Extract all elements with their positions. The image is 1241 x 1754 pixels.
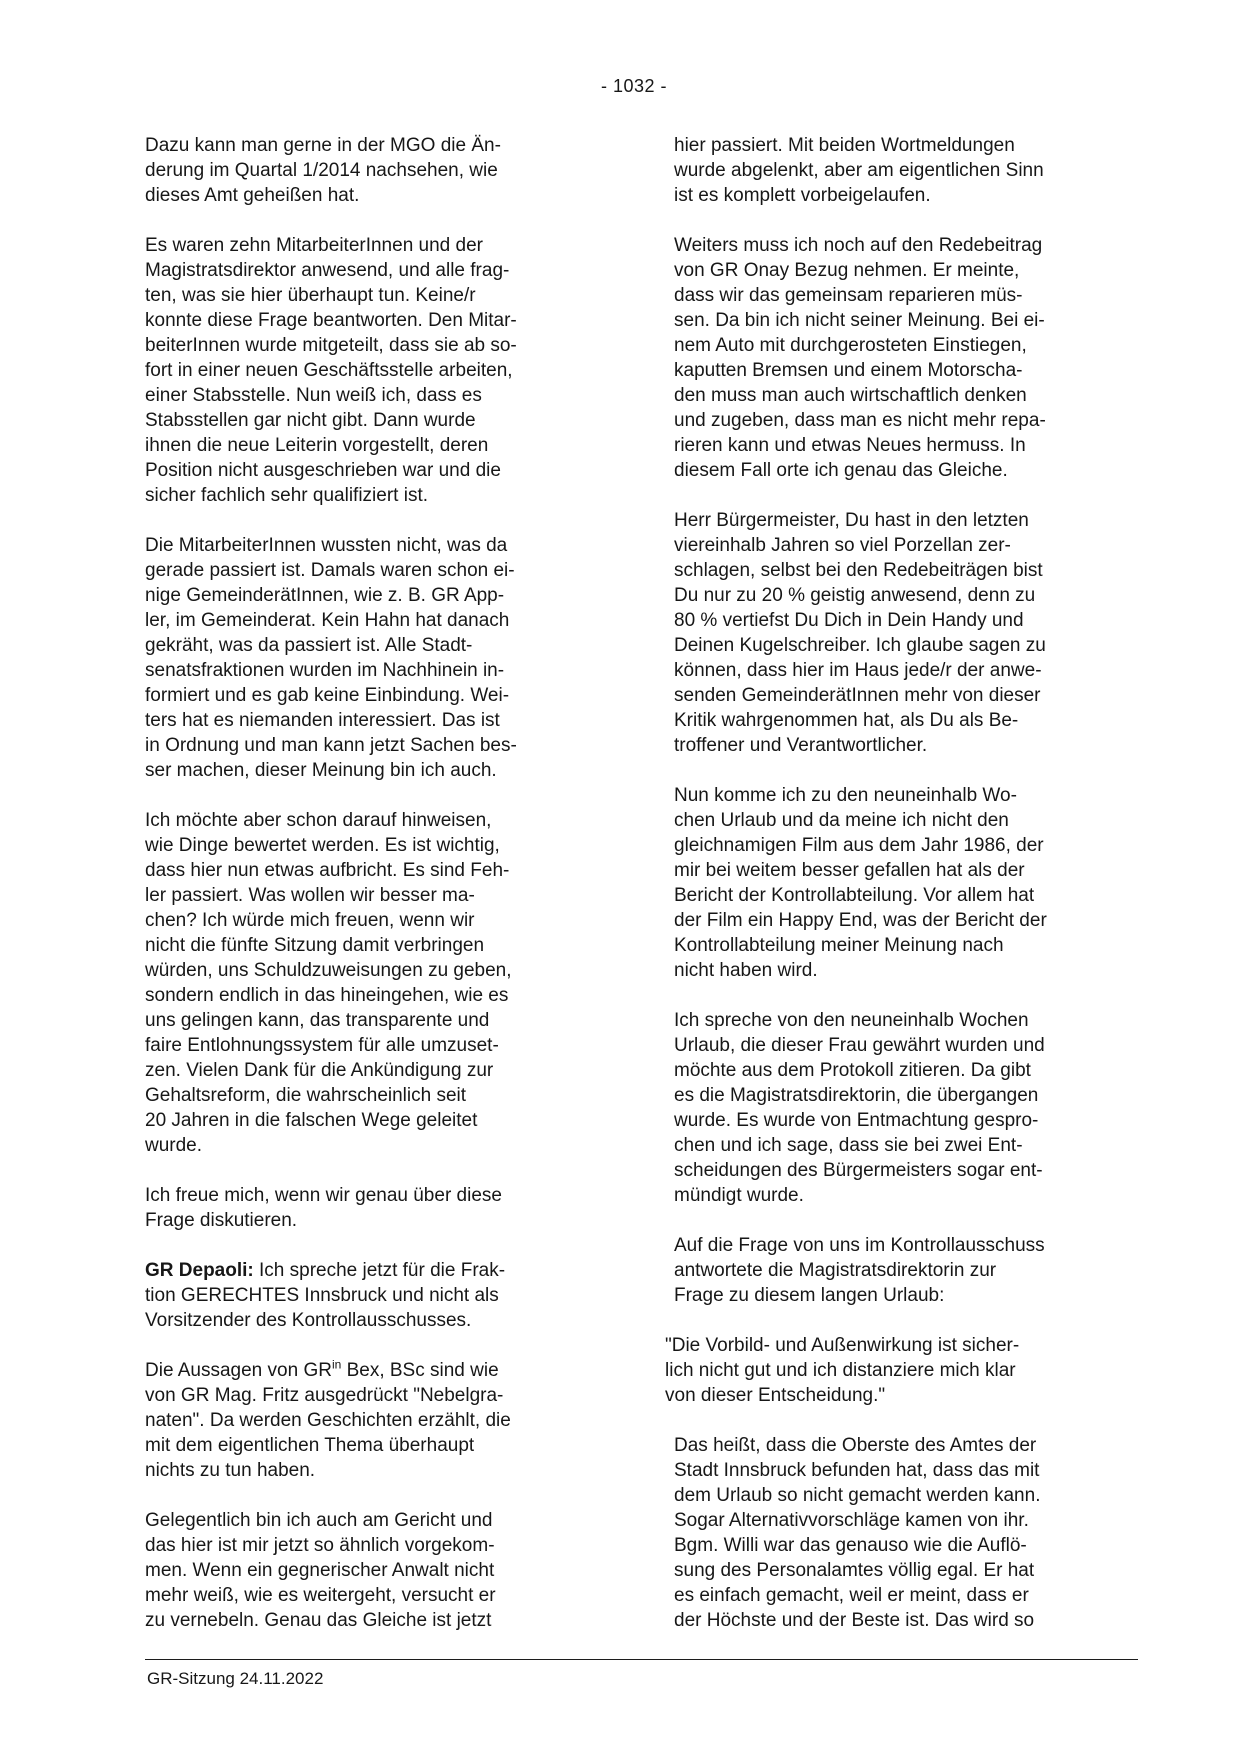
- paragraph: Das heißt, dass die Oberste des Amtes der Stadt Innsbruck befunden hat, dass das mit dem Urlaub so nicht gemacht werden kann. Sogar Alternativvorschläge kamen von ihr. Bgm. Willi war das genauso wie die Auflö- sung des Personalamtes völlig egal. Er hat es einfach gemacht, weil er meint, dass er der Höchste und der Beste ist. Das wird so: [674, 1435, 1041, 1631]
- paragraph: hier passiert. Mit beiden Wortmeldungen wurde abgelenkt, aber am eigentlichen Sinn ist es komplett vorbeigelaufen.: [674, 135, 1044, 206]
- footer-session-label: GR-Sitzung 24.11.2022: [147, 1669, 324, 1688]
- text-column-left: [145, 133, 605, 1658]
- paragraph: Weiters muss ich noch auf den Redebeitrag von GR Onay Bezug nehmen. Er meinte, dass wir das gemeinsam reparieren müs- sen. Da bin ich nicht seiner Meinung. Bei ei- nem Auto mit durchgerosteten Einstiegen, kaputten Bremsen und einem Motorscha- den muss man auch wirtschaftlich denken und zugeben, dass man es nicht mehr repa- rieren kann und etwas Neues hermuss. In diesem Fall orte ich genau das Gleiche.: [674, 235, 1046, 481]
- paragraph: Nun komme ich zu den neuneinhalb Wo- chen Urlaub und da meine ich nicht den gleichnamigen Film aus dem Jahr 1986, der mir bei weitem besser gefallen hat als der Bericht der Kontrollabteilung. Vor allem hat der Film ein Happy End, was der Bericht der Kontrollabteilung meiner Meinung nach nicht haben wird.: [674, 785, 1047, 981]
- paragraph: Es waren zehn MitarbeiterInnen und der Magistratsdirektor anwesend, und alle frag- ten, was sie hier überhaupt tun. Keine/r konnte diese Frage beantworten. Den Mitar- beiterInnen wurde mitgeteilt, dass sie ab so- fort in einer neuen Geschäftsstelle arbeiten, einer Stabsstelle. Nun weiß ich, dass es Stabsstellen gar nicht gibt. Dann wurde ihnen die neue Leiterin vorgestellt, deren Position nicht ausgeschrieben war und die sicher fachlich sehr qualifiziert ist.: [145, 235, 517, 506]
- paragraph: GR Depaoli: Ich spreche jetzt für die Frak- tion GERECHTES Innsbruck und nicht als Vorsitzender des Kontrollausschusses.: [145, 1260, 506, 1331]
- paragraph: Die Aussagen von $GR^{in}$ Bex, BSc sind wie von GR Mag. Fritz ausgedrückt "Nebelgra- naten". Da werden Geschichten erzählt, die mit dem eigentlichen Thema überhaupt nichts zu tun haben.: [145, 1357, 511, 1481]
- paragraph: Ich freue mich, wenn wir genau über diese Frage diskutieren.: [145, 1185, 502, 1231]
- page-number-header: - 1032 -: [600, 76, 668, 96]
- superscript-text: in: [331, 1357, 342, 1372]
- paragraph: Herr Bürgermeister, Du hast in den letzten viereinhalb Jahren so viel Porzellan zer- schlagen, selbst bei den Redebeiträgen bist Du nur zu 20 % geistig anwesend, denn zu 80 % vertiefst Du Dich in Dein Handy und Deinen Kugelschreiber. Ich glaube sagen zu können, dass hier im Haus jede/r der anwe- senden GemeinderätInnen mehr von dieser Kritik wahrgenommen hat, als Du als Be- troffener und Verantwortlicher.: [674, 510, 1046, 756]
- paragraph: Die MitarbeiterInnen wussten nicht, was da gerade passiert ist. Damals waren schon ei- nige GemeinderätInnen, wie z. B. GR App- ler, im Gemeinderat. Kein Hahn hat danach gekräht, was da passiert ist. Alle Stadt- senatsfraktionen wurden im Nachhinein in- formiert und es gab keine Einbindung. Wei- ters hat es niemanden interessiert. Das ist in Ordnung und man kann jetzt Sachen bes- ser machen, dieser Meinung bin ich auch.: [145, 535, 517, 781]
- speaker-name: GR Depaoli:: [145, 1260, 254, 1281]
- footer-divider: [145, 1659, 1138, 1660]
- paragraph: Auf die Frage von uns im Kontrollausschuss antwortete die Magistratsdirektorin zur Frage zu diesem langen Urlaub:: [674, 1235, 1045, 1306]
- page-body: [145, 133, 1138, 1658]
- paragraph: Gelegentlich bin ich auch am Gericht und das hier ist mir jetzt so ähnlich vorgekom- men. Wenn ein gegnerischer Anwalt nicht mehr weiß, wie es weitergeht, versucht er zu vernebeln. Genau das Gleiche ist jetzt: [145, 1510, 496, 1631]
- text-column-right: [665, 133, 1134, 1658]
- paragraph: Ich möchte aber schon darauf hinweisen, wie Dinge bewertet werden. Es ist wichtig, dass hier nun etwas aufbricht. Es sind Feh- ler passiert. Was wollen wir besser ma- chen? Ich würde mich freuen, wenn wir nicht die fünfte Sitzung damit verbringen würden, uns Schuldzuweisungen zu geben, sondern endlich in das hineingehen, wie es uns gelingen kann, das transparente und faire Entlohnungssystem für alle umzuset- zen. Vielen Dank für die Ankündigung zur Gehaltsreform, die wahrscheinlich seit 20 Jahren in die falschen Wege geleitet wurde.: [145, 810, 512, 1156]
- paragraph: Ich spreche von den neuneinhalb Wochen Urlaub, die dieser Frau gewährt wurden und möchte aus dem Protokoll zitieren. Da gibt es die Magistratsdirektorin, die übergangen wurde. Es wurde von Entmachtung gespro- chen und ich sage, dass sie bei zwei Ent- scheidungen des Bürgermeisters sogar ent- mündigt wurde.: [674, 1010, 1045, 1206]
- paragraph: "Die Vorbild- und Außenwirkung ist sicher- lich nicht gut und ich distanziere mich klar von dieser Entscheidung.": [665, 1335, 1020, 1406]
- paragraph: Dazu kann man gerne in der MGO die Än- derung im Quartal 1/2014 nachsehen, wie dieses Amt geheißen hat.: [145, 135, 501, 206]
